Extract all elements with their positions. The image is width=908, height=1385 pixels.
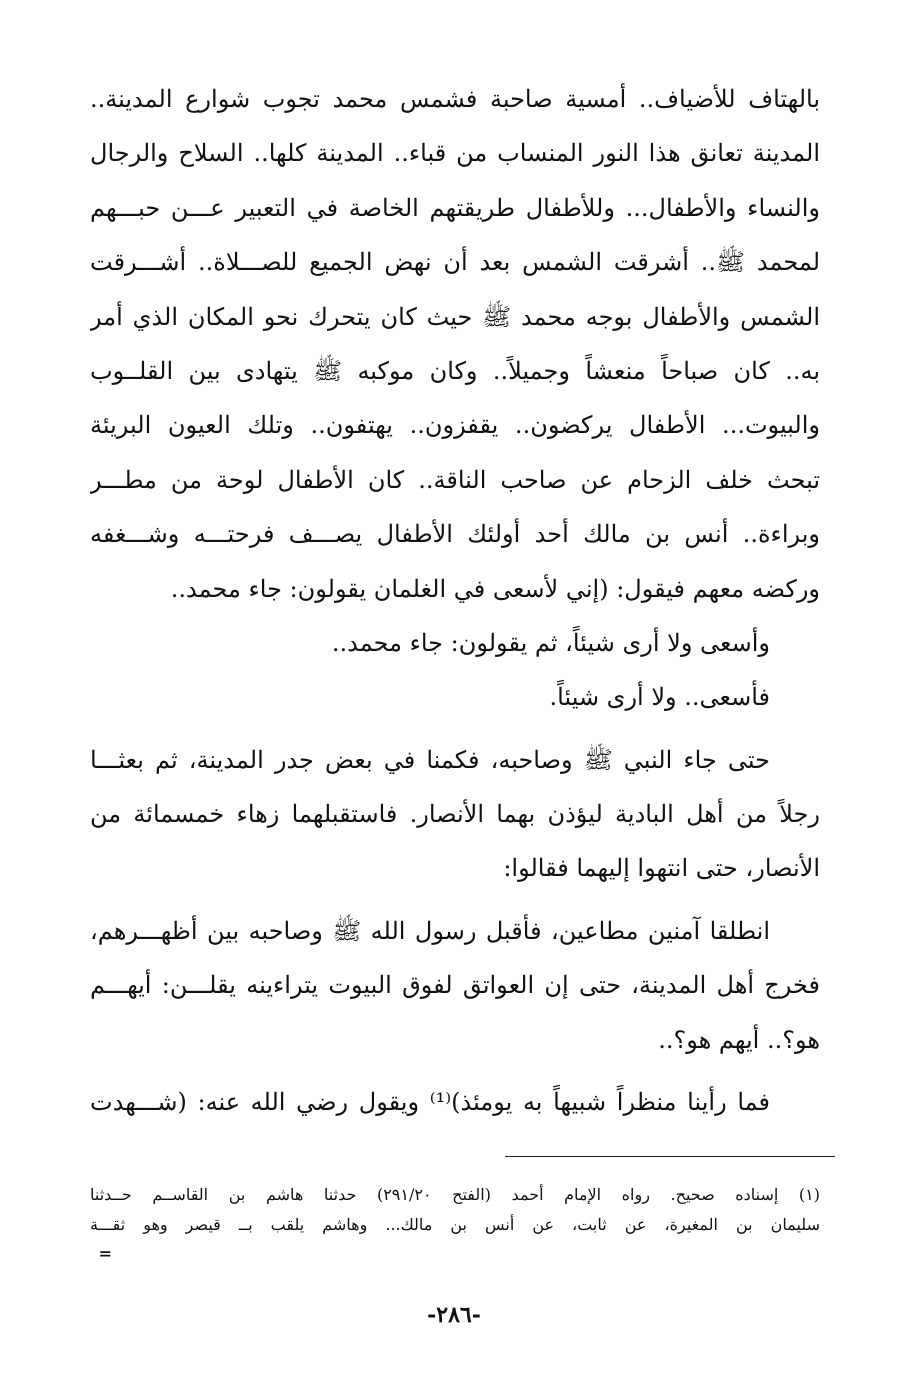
text-line: وبراءة.. أنس بن مالك أحد أولئك الأطفال يصـــف فرحتـــه وشـــغفه bbox=[90, 520, 820, 549]
text-line: المدينة تعانق هذا النور المنساب من قباء.. المدينة كلها.. السلاح والرجال bbox=[90, 139, 820, 168]
text-line: الشمس والأطفال بوجه محمد ﷺ حيث كان يتحرك نحو المكان الذي أمر bbox=[90, 302, 820, 331]
footnote-continuation-mark: = bbox=[98, 1244, 112, 1263]
footnote-line: سليمان بن المغيرة، عن ثابت، عن أنس بن مالك... وهاشم يلقب بــ قيصر وهو ثقـــة bbox=[90, 1215, 820, 1234]
text-line: فخرج أهل المدينة، حتى إن العواتق لفوق البيوت يتراءينه يقلـــن: أيهـــم bbox=[90, 971, 820, 1000]
text-line: الأنصار، حتى انتهوا إليهما فقالوا: bbox=[503, 854, 820, 883]
text-line: وركضه معهم فيقول: (إني لأسعى في الغلمان يقولون: جاء محمد.. bbox=[170, 574, 820, 603]
footnote-line: (١) إسناده صحيح. رواه الإمام أحمد (الفتح ٢٩١/٢٠) حدثنا هاشم بن القاســم حــدثنا bbox=[90, 1185, 820, 1204]
paragraph-first-line: انطلقا آمنين مطاعين، فأقبل رسول الله ﷺ وصاحبه بين أظهـــرهم، bbox=[90, 916, 770, 945]
text-line: بالهتاف للأضياف.. أمسية صاحبة فشمس محمد تجوب شوارع المدينة.. bbox=[90, 85, 820, 113]
text-line: لمحمد ﷺ.. أشرقت الشمس بعد أن نهض الجميع للصـــلاة.. أشـــرقت bbox=[90, 248, 820, 277]
main-text bbox=[90, 72, 820, 1129]
page-number: -٢٨٦- bbox=[427, 1302, 481, 1328]
quoted-verse-line: وأسعى ولا أرى شيئاً، ثم يقولون: جاء محمد.. bbox=[331, 628, 770, 657]
text-line: والنساء والأطفال... وللأطفال طريقتهم الخاصة في التعبير عـــن حبـــهم bbox=[90, 193, 820, 222]
paragraph-first-line: فما رأينا منظراً شبيهاً به يومئذ)⁽¹⁾ ويقول رضي الله عنه: (شـــهدت bbox=[90, 1088, 770, 1117]
text-line: به.. كان صباحاً منعشاً وجميلاً.. وكان موكبه ﷺ يتهادى بين القلــوب bbox=[90, 356, 820, 385]
footnote bbox=[90, 1180, 820, 1240]
text-line: هو؟.. أيهم هو؟.. bbox=[658, 1025, 820, 1054]
footnote-separator bbox=[505, 1156, 835, 1157]
text-line: تبحث خلف الزحام عن صاحب الناقة.. كان الأطفال لوحة من مطـــر bbox=[90, 465, 820, 494]
text-line: رجلاً من أهل البادية ليؤذن بهما الأنصار. فاستقبلهما زهاء خمسمائة من bbox=[90, 800, 820, 829]
text-line: والبيوت... الأطفال يركضون.. يقفزون.. يهتفون.. وتلك العيون البريئة bbox=[90, 411, 820, 440]
paragraph-first-line: حتى جاء النبي ﷺ وصاحبه، فكمنا في بعض جدر المدينة، ثم بعثـــا bbox=[90, 745, 770, 774]
quoted-verse-line: فأسعى.. ولا أرى شيئاً. bbox=[549, 683, 770, 712]
